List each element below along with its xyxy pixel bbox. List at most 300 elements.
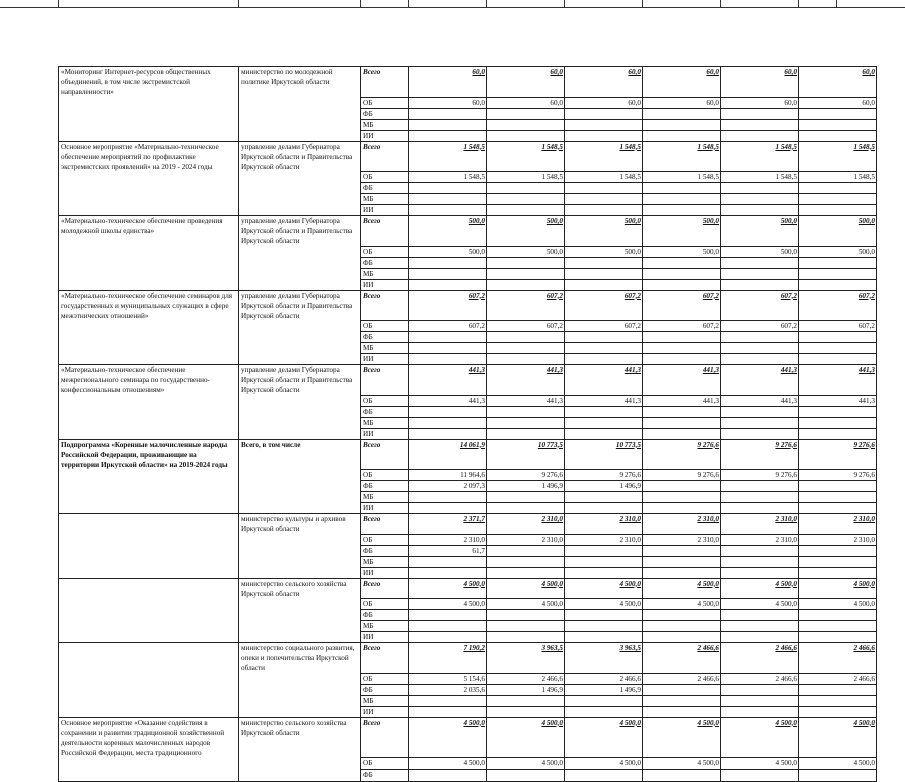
executor-name-cont bbox=[239, 758, 361, 770]
executor-name-cont bbox=[239, 172, 361, 183]
amount-cell bbox=[565, 343, 643, 354]
amount-cell: 9 276,6 bbox=[487, 470, 565, 481]
table-row bbox=[59, 545, 877, 556]
executor-name-cont bbox=[239, 108, 361, 119]
amount-cell bbox=[643, 481, 721, 492]
amount-cell: 4 500,0 bbox=[721, 717, 799, 758]
table-row bbox=[59, 246, 877, 257]
funding-source: МБ bbox=[361, 417, 409, 428]
table-row bbox=[59, 503, 877, 514]
activity-name-cont bbox=[59, 183, 239, 194]
executor-name-cont bbox=[239, 119, 361, 130]
amount-cell: 2 310,0 bbox=[721, 514, 799, 535]
activity-name: Подпрограмма «Коренные малочисленные народы Российской Федерации, проживающие на территории Иркутской области» на 2019-2024 годы bbox=[59, 439, 239, 470]
amount-cell: 10 773,5 bbox=[487, 439, 565, 470]
amount-cell bbox=[565, 119, 643, 130]
amount-cell bbox=[799, 183, 877, 194]
amount-cell bbox=[799, 481, 877, 492]
amount-cell bbox=[409, 632, 487, 643]
executor-name-cont bbox=[239, 343, 361, 354]
amount-cell: 2 371,7 bbox=[409, 514, 487, 535]
amount-cell bbox=[409, 268, 487, 279]
amount-cell: 500,0 bbox=[643, 246, 721, 257]
amount-cell bbox=[409, 279, 487, 290]
activity-name-cont bbox=[59, 268, 239, 279]
funding-source: ФБ bbox=[361, 770, 409, 782]
amount-cell: 60,0 bbox=[409, 67, 487, 98]
executor-name-cont bbox=[239, 332, 361, 343]
executor-name-cont bbox=[239, 97, 361, 108]
amount-cell bbox=[487, 610, 565, 621]
amount-cell bbox=[565, 183, 643, 194]
activity-name-cont bbox=[59, 503, 239, 514]
funding-source: ФБ bbox=[361, 684, 409, 695]
amount-cell: 441,3 bbox=[721, 365, 799, 396]
executor-name-cont bbox=[239, 279, 361, 290]
amount-cell bbox=[409, 428, 487, 439]
amount-cell: 607,2 bbox=[643, 321, 721, 332]
amount-cell bbox=[799, 567, 877, 578]
executor-name-cont bbox=[239, 610, 361, 621]
amount-cell bbox=[799, 268, 877, 279]
amount-cell bbox=[721, 332, 799, 343]
activity-name-cont bbox=[59, 470, 239, 481]
executor-name-cont bbox=[239, 534, 361, 545]
executor-name-cont bbox=[239, 770, 361, 782]
amount-cell bbox=[409, 621, 487, 632]
amount-cell bbox=[565, 706, 643, 717]
amount-cell bbox=[565, 257, 643, 268]
amount-cell: 4 500,0 bbox=[799, 578, 877, 599]
amount-cell bbox=[721, 770, 799, 782]
executor-name-cont bbox=[239, 706, 361, 717]
amount-cell bbox=[799, 706, 877, 717]
amount-cell bbox=[721, 343, 799, 354]
activity-name-cont bbox=[59, 279, 239, 290]
executor-name-cont bbox=[239, 621, 361, 632]
activity-name-cont bbox=[59, 321, 239, 332]
table-row bbox=[59, 695, 877, 706]
funding-source: ФБ bbox=[361, 481, 409, 492]
amount-cell bbox=[721, 194, 799, 205]
amount-cell bbox=[721, 417, 799, 428]
executor-name-cont bbox=[239, 545, 361, 556]
amount-cell bbox=[487, 183, 565, 194]
amount-cell: 2 310,0 bbox=[643, 534, 721, 545]
funding-source: Всего bbox=[361, 717, 409, 758]
amount-cell: 4 500,0 bbox=[799, 599, 877, 610]
funding-source: Всего bbox=[361, 643, 409, 674]
funding-source: Всего bbox=[361, 141, 409, 172]
amount-cell: 2 466,6 bbox=[643, 673, 721, 684]
table-row bbox=[59, 673, 877, 684]
amount-cell: 11 964,6 bbox=[409, 470, 487, 481]
amount-cell bbox=[799, 503, 877, 514]
amount-cell bbox=[799, 332, 877, 343]
activity-name-cont bbox=[59, 632, 239, 643]
activity-name-cont bbox=[59, 567, 239, 578]
amount-cell: 60,0 bbox=[799, 67, 877, 98]
executor-name: управление делами Губернатора Иркутской области и Правительства Иркутской области bbox=[239, 216, 361, 247]
amount-cell bbox=[487, 770, 565, 782]
activity-name-cont bbox=[59, 621, 239, 632]
executor-name-cont bbox=[239, 268, 361, 279]
table-row bbox=[59, 332, 877, 343]
executor-name-cont bbox=[239, 321, 361, 332]
amount-cell bbox=[721, 545, 799, 556]
amount-cell: 2 310,0 bbox=[487, 514, 565, 535]
table-row bbox=[59, 365, 877, 396]
amount-cell: 4 500,0 bbox=[721, 599, 799, 610]
activity-name: «Мониторинг Интернет-ресурсов общественных объединений, в том числе экстремистской направленности» bbox=[59, 67, 239, 98]
amount-cell bbox=[565, 567, 643, 578]
amount-cell bbox=[487, 503, 565, 514]
funding-source: ИИ bbox=[361, 279, 409, 290]
amount-cell: 10 773,5 bbox=[565, 439, 643, 470]
amount-cell: 1 548,5 bbox=[565, 172, 643, 183]
amount-cell bbox=[409, 706, 487, 717]
executor-name-cont bbox=[239, 194, 361, 205]
funding-source: Всего bbox=[361, 578, 409, 599]
table-row bbox=[59, 97, 877, 108]
amount-cell: 2 466,6 bbox=[721, 673, 799, 684]
funding-source: ИИ bbox=[361, 706, 409, 717]
amount-cell bbox=[643, 632, 721, 643]
table-row bbox=[59, 417, 877, 428]
funding-source: МБ bbox=[361, 695, 409, 706]
table-row bbox=[59, 621, 877, 632]
amount-cell: 9 276,6 bbox=[643, 439, 721, 470]
executor-name-cont bbox=[239, 599, 361, 610]
amount-cell: 60,0 bbox=[643, 67, 721, 98]
funding-source: МБ bbox=[361, 119, 409, 130]
table-row bbox=[59, 470, 877, 481]
amount-cell bbox=[487, 428, 565, 439]
amount-cell bbox=[643, 130, 721, 141]
activity-name-cont bbox=[59, 684, 239, 695]
amount-cell bbox=[565, 194, 643, 205]
amount-cell: 60,0 bbox=[487, 97, 565, 108]
amount-cell: 60,0 bbox=[565, 67, 643, 98]
amount-cell bbox=[487, 268, 565, 279]
activity-name-cont bbox=[59, 172, 239, 183]
executor-name-cont bbox=[239, 673, 361, 684]
amount-cell bbox=[487, 194, 565, 205]
activity-name-cont bbox=[59, 130, 239, 141]
amount-cell: 2 097,3 bbox=[409, 481, 487, 492]
amount-cell bbox=[487, 406, 565, 417]
amount-cell bbox=[799, 428, 877, 439]
amount-cell: 7 190,2 bbox=[409, 643, 487, 674]
amount-cell bbox=[643, 406, 721, 417]
amount-cell bbox=[565, 354, 643, 365]
funding-source: ОБ bbox=[361, 172, 409, 183]
amount-cell bbox=[643, 503, 721, 514]
amount-cell bbox=[565, 268, 643, 279]
amount-cell bbox=[487, 567, 565, 578]
activity-name bbox=[59, 578, 239, 599]
amount-cell bbox=[721, 257, 799, 268]
amount-cell bbox=[643, 770, 721, 782]
amount-cell bbox=[565, 556, 643, 567]
amount-cell: 60,0 bbox=[409, 97, 487, 108]
executor-name-cont bbox=[239, 354, 361, 365]
activity-name-cont bbox=[59, 97, 239, 108]
amount-cell: 607,2 bbox=[643, 290, 721, 321]
funding-source: МБ bbox=[361, 268, 409, 279]
activity-name-cont bbox=[59, 108, 239, 119]
activity-name-cont bbox=[59, 417, 239, 428]
funding-source: ИИ bbox=[361, 354, 409, 365]
amount-cell bbox=[643, 545, 721, 556]
amount-cell bbox=[721, 632, 799, 643]
funding-source: МБ bbox=[361, 621, 409, 632]
activity-name-cont bbox=[59, 257, 239, 268]
amount-cell: 441,3 bbox=[487, 365, 565, 396]
funding-source: ОБ bbox=[361, 321, 409, 332]
amount-cell: 607,2 bbox=[721, 290, 799, 321]
executor-name-cont bbox=[239, 481, 361, 492]
table-row bbox=[59, 194, 877, 205]
amount-cell bbox=[799, 257, 877, 268]
amount-cell: 607,2 bbox=[721, 321, 799, 332]
amount-cell bbox=[487, 545, 565, 556]
table-row bbox=[59, 534, 877, 545]
table-row bbox=[59, 578, 877, 599]
funding-source: ОБ bbox=[361, 673, 409, 684]
amount-cell bbox=[799, 205, 877, 216]
executor-name-cont bbox=[239, 556, 361, 567]
amount-cell bbox=[487, 417, 565, 428]
amount-cell: 14 061,9 bbox=[409, 439, 487, 470]
funding-source: Всего bbox=[361, 67, 409, 98]
amount-cell: 2 310,0 bbox=[799, 514, 877, 535]
amount-cell bbox=[721, 268, 799, 279]
amount-cell bbox=[643, 695, 721, 706]
amount-cell bbox=[409, 503, 487, 514]
amount-cell bbox=[565, 332, 643, 343]
amount-cell: 2 466,6 bbox=[799, 643, 877, 674]
table-row bbox=[59, 567, 877, 578]
activity-name: Основное мероприятие «Материально-техническое обеспечение мероприятий по профилактике экстремистских проявлений» на 2019 - 2024 годы bbox=[59, 141, 239, 172]
amount-cell bbox=[487, 332, 565, 343]
funding-source: МБ bbox=[361, 343, 409, 354]
amount-cell: 4 500,0 bbox=[565, 578, 643, 599]
amount-cell bbox=[643, 279, 721, 290]
funding-source: ИИ bbox=[361, 428, 409, 439]
amount-cell bbox=[487, 354, 565, 365]
table-row bbox=[59, 172, 877, 183]
amount-cell bbox=[409, 332, 487, 343]
activity-name-cont bbox=[59, 599, 239, 610]
amount-cell: 607,2 bbox=[409, 321, 487, 332]
activity-name-cont bbox=[59, 194, 239, 205]
amount-cell: 9 276,6 bbox=[799, 439, 877, 470]
amount-cell: 441,3 bbox=[721, 395, 799, 406]
amount-cell bbox=[409, 119, 487, 130]
amount-cell bbox=[409, 695, 487, 706]
amount-cell bbox=[409, 567, 487, 578]
table-row bbox=[59, 717, 877, 758]
funding-source: ИИ bbox=[361, 205, 409, 216]
amount-cell: 2 466,6 bbox=[721, 643, 799, 674]
amount-cell bbox=[565, 695, 643, 706]
amount-cell bbox=[643, 417, 721, 428]
executor-name-cont bbox=[239, 470, 361, 481]
funding-source: ФБ bbox=[361, 183, 409, 194]
activity-name-cont bbox=[59, 395, 239, 406]
amount-cell: 2 310,0 bbox=[565, 514, 643, 535]
table-row bbox=[59, 706, 877, 717]
amount-cell: 1 548,5 bbox=[799, 141, 877, 172]
amount-cell bbox=[721, 406, 799, 417]
amount-cell bbox=[799, 406, 877, 417]
amount-cell bbox=[565, 770, 643, 782]
activity-name-cont bbox=[59, 492, 239, 503]
amount-cell bbox=[565, 417, 643, 428]
amount-cell: 4 500,0 bbox=[487, 599, 565, 610]
amount-cell bbox=[565, 406, 643, 417]
amount-cell bbox=[799, 770, 877, 782]
amount-cell: 60,0 bbox=[721, 97, 799, 108]
funding-source: ИИ bbox=[361, 632, 409, 643]
table-row bbox=[59, 343, 877, 354]
activity-name-cont bbox=[59, 534, 239, 545]
amount-cell: 1 548,5 bbox=[565, 141, 643, 172]
amount-cell bbox=[487, 632, 565, 643]
funding-source: ОБ bbox=[361, 97, 409, 108]
table-row bbox=[59, 610, 877, 621]
table-row bbox=[59, 556, 877, 567]
amount-cell bbox=[643, 108, 721, 119]
funding-source: ФБ bbox=[361, 108, 409, 119]
executor-name-cont bbox=[239, 183, 361, 194]
amount-cell: 4 500,0 bbox=[721, 758, 799, 770]
funding-source: ОБ bbox=[361, 599, 409, 610]
funding-source: Всего bbox=[361, 290, 409, 321]
funding-source: ИИ bbox=[361, 567, 409, 578]
activity-name-cont bbox=[59, 556, 239, 567]
executor-name: управление делами Губернатора Иркутской области и Правительства Иркутской области bbox=[239, 290, 361, 321]
amount-cell: 607,2 bbox=[487, 290, 565, 321]
amount-cell bbox=[721, 130, 799, 141]
executor-name-cont bbox=[239, 395, 361, 406]
amount-cell: 2 466,6 bbox=[799, 673, 877, 684]
amount-cell bbox=[643, 332, 721, 343]
amount-cell: 500,0 bbox=[721, 216, 799, 247]
amount-cell bbox=[487, 556, 565, 567]
activity-name-cont bbox=[59, 706, 239, 717]
amount-cell: 607,2 bbox=[799, 321, 877, 332]
executor-name-cont bbox=[239, 492, 361, 503]
amount-cell bbox=[565, 621, 643, 632]
amount-cell bbox=[799, 610, 877, 621]
table-row bbox=[59, 268, 877, 279]
activity-name-cont bbox=[59, 673, 239, 684]
amount-cell bbox=[721, 354, 799, 365]
executor-name-cont bbox=[239, 417, 361, 428]
activity-name-cont bbox=[59, 246, 239, 257]
executor-name-cont bbox=[239, 406, 361, 417]
amount-cell: 441,3 bbox=[409, 365, 487, 396]
amount-cell bbox=[643, 567, 721, 578]
table-row bbox=[59, 216, 877, 247]
activity-name: «Материально-техническое обеспечение семинаров для государственных и муниципальных служащих в сфере межэтнических отношений» bbox=[59, 290, 239, 321]
amount-cell: 2 310,0 bbox=[799, 534, 877, 545]
amount-cell bbox=[799, 194, 877, 205]
amount-cell bbox=[721, 119, 799, 130]
amount-cell bbox=[487, 492, 565, 503]
amount-cell bbox=[487, 279, 565, 290]
amount-cell bbox=[487, 706, 565, 717]
amount-cell bbox=[799, 108, 877, 119]
executor-name-cont bbox=[239, 503, 361, 514]
amount-cell: 441,3 bbox=[643, 365, 721, 396]
executor-name-cont bbox=[239, 246, 361, 257]
amount-cell: 1 548,5 bbox=[721, 172, 799, 183]
amount-cell: 441,3 bbox=[643, 395, 721, 406]
amount-cell bbox=[721, 556, 799, 567]
amount-cell: 607,2 bbox=[487, 321, 565, 332]
activity-name-cont bbox=[59, 354, 239, 365]
amount-cell bbox=[721, 567, 799, 578]
amount-cell: 2 035,6 bbox=[409, 684, 487, 695]
funding-source: ОБ bbox=[361, 758, 409, 770]
amount-cell bbox=[409, 257, 487, 268]
amount-cell: 4 500,0 bbox=[565, 717, 643, 758]
funding-source: Всего bbox=[361, 216, 409, 247]
amount-cell: 2 466,6 bbox=[565, 673, 643, 684]
amount-cell bbox=[799, 684, 877, 695]
amount-cell bbox=[565, 545, 643, 556]
amount-cell bbox=[643, 684, 721, 695]
amount-cell bbox=[643, 610, 721, 621]
table-row bbox=[59, 439, 877, 470]
amount-cell: 2 310,0 bbox=[409, 534, 487, 545]
amount-cell bbox=[799, 621, 877, 632]
amount-cell: 4 500,0 bbox=[643, 758, 721, 770]
amount-cell: 4 500,0 bbox=[409, 578, 487, 599]
amount-cell: 3 963,5 bbox=[487, 643, 565, 674]
amount-cell bbox=[799, 417, 877, 428]
funding-source: МБ bbox=[361, 492, 409, 503]
funding-source: ФБ bbox=[361, 406, 409, 417]
executor-name: министерство сельского хозяйства Иркутской области bbox=[239, 717, 361, 758]
funding-source: ФБ bbox=[361, 332, 409, 343]
funding-source: ФБ bbox=[361, 545, 409, 556]
funding-source: Всего bbox=[361, 439, 409, 470]
amount-cell bbox=[409, 556, 487, 567]
amount-cell: 607,2 bbox=[565, 290, 643, 321]
amount-cell: 9 276,6 bbox=[721, 470, 799, 481]
executor-name-cont bbox=[239, 205, 361, 216]
amount-cell: 4 500,0 bbox=[799, 758, 877, 770]
amount-cell: 4 500,0 bbox=[565, 599, 643, 610]
amount-cell: 1 548,5 bbox=[409, 141, 487, 172]
amount-cell bbox=[643, 556, 721, 567]
funding-source: Всего bbox=[361, 514, 409, 535]
activity-name: Основное мероприятие «Оказание содействия в сохранении и развитии традиционной хозяйственной деятельности коренных малочисленных народов Российской Федерации, места традиционного bbox=[59, 717, 239, 758]
activity-name-cont bbox=[59, 770, 239, 782]
amount-cell bbox=[409, 343, 487, 354]
amount-cell bbox=[565, 279, 643, 290]
amount-cell: 500,0 bbox=[409, 246, 487, 257]
amount-cell bbox=[799, 556, 877, 567]
amount-cell: 1 548,5 bbox=[487, 141, 565, 172]
amount-cell: 9 276,6 bbox=[643, 470, 721, 481]
amount-cell: 3 963,5 bbox=[565, 643, 643, 674]
funding-source: ИИ bbox=[361, 130, 409, 141]
